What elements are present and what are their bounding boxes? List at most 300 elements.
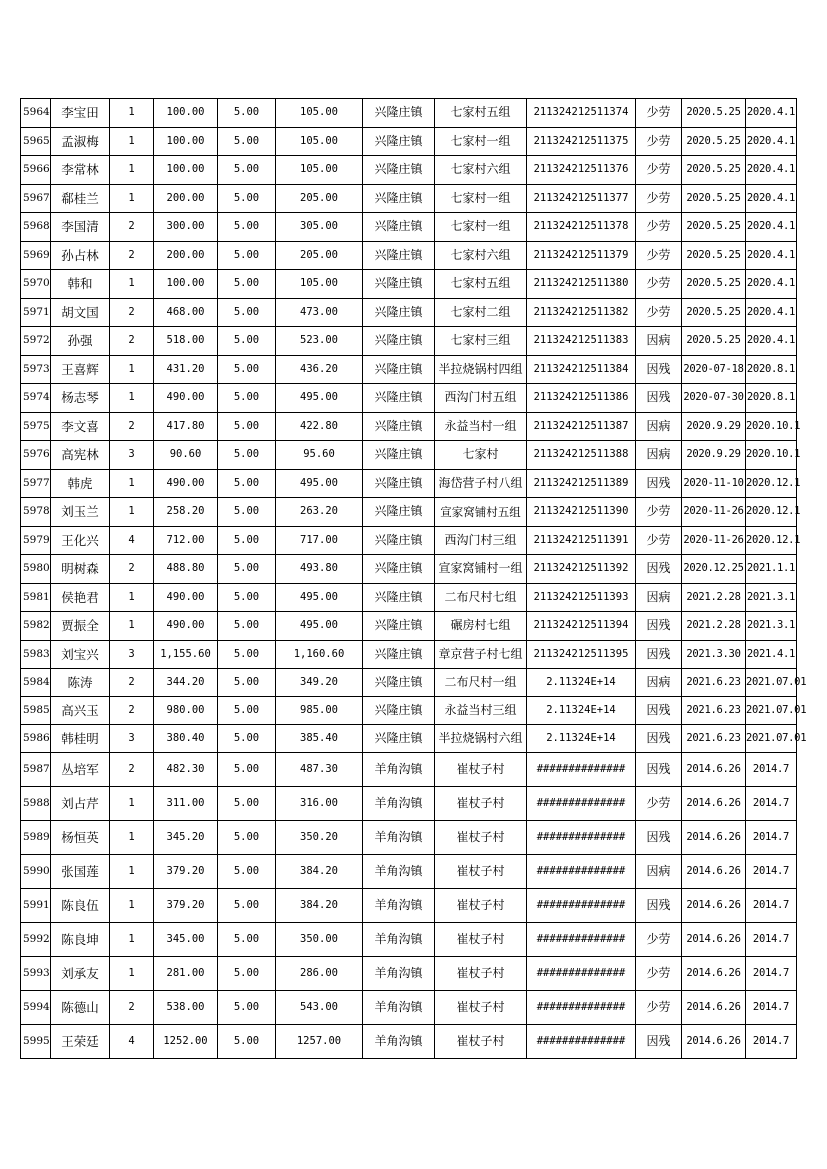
approval-date-cell: 2014.6.26 bbox=[682, 889, 746, 923]
village-name-cell: 七家村一组 bbox=[435, 213, 527, 242]
village-name-cell: 半拉烧锅村六组 bbox=[435, 725, 527, 753]
extra-amount-cell: 5.00 bbox=[218, 384, 276, 413]
household-count-cell: 4 bbox=[110, 1025, 154, 1059]
start-date-cell: 2020.10.1 bbox=[746, 441, 797, 470]
start-date-cell: 2014.7 bbox=[746, 1025, 797, 1059]
extra-amount-cell: 5.00 bbox=[218, 889, 276, 923]
village-name-cell: 七家村六组 bbox=[435, 241, 527, 270]
town-name-cell: 羊角沟镇 bbox=[363, 923, 435, 957]
person-name-cell: 陈涛 bbox=[51, 669, 110, 697]
table-row bbox=[21, 384, 797, 413]
village-name-cell: 崔杖子村 bbox=[435, 889, 527, 923]
total-amount-cell: 105.00 bbox=[276, 127, 363, 156]
household-count-cell: 1 bbox=[110, 384, 154, 413]
village-name-cell: 永益当村一组 bbox=[435, 412, 527, 441]
approval-date-cell: 2014.6.26 bbox=[682, 753, 746, 787]
start-date-cell: 2014.7 bbox=[746, 923, 797, 957]
row-id-cell: 5972 bbox=[21, 327, 51, 356]
start-date-cell: 2020.12.1 bbox=[746, 469, 797, 498]
poverty-type-cell: 少劳 bbox=[636, 127, 682, 156]
extra-amount-cell: 5.00 bbox=[218, 327, 276, 356]
base-amount-cell: 345.00 bbox=[154, 923, 218, 957]
row-id-cell: 5976 bbox=[21, 441, 51, 470]
extra-amount-cell: 5.00 bbox=[218, 753, 276, 787]
total-amount-cell: 286.00 bbox=[276, 957, 363, 991]
person-name-cell: 韩虎 bbox=[51, 469, 110, 498]
poverty-type-cell: 因残 bbox=[636, 355, 682, 384]
table-row bbox=[21, 583, 797, 612]
row-id-cell: 5984 bbox=[21, 669, 51, 697]
total-amount-cell: 1,160.60 bbox=[276, 640, 363, 669]
start-date-cell: 2021.07.01 bbox=[746, 725, 797, 753]
start-date-cell: 2021.07.01 bbox=[746, 669, 797, 697]
approval-date-cell: 2020.5.25 bbox=[682, 327, 746, 356]
person-name-cell: 陈德山 bbox=[51, 991, 110, 1025]
base-amount-cell: 431.20 bbox=[154, 355, 218, 384]
id-code-cell: 211324212511390 bbox=[527, 498, 636, 527]
town-name-cell: 羊角沟镇 bbox=[363, 855, 435, 889]
id-code-cell: ############## bbox=[527, 991, 636, 1025]
table-row bbox=[21, 498, 797, 527]
village-name-cell: 崔杖子村 bbox=[435, 821, 527, 855]
person-name-cell: 李文喜 bbox=[51, 412, 110, 441]
person-name-cell: 王化兴 bbox=[51, 526, 110, 555]
household-count-cell: 1 bbox=[110, 855, 154, 889]
id-code-cell: ############## bbox=[527, 855, 636, 889]
person-name-cell: 刘玉兰 bbox=[51, 498, 110, 527]
total-amount-cell: 350.20 bbox=[276, 821, 363, 855]
id-code-cell: ############## bbox=[527, 889, 636, 923]
row-id-cell: 5968 bbox=[21, 213, 51, 242]
row-id-cell: 5969 bbox=[21, 241, 51, 270]
row-id-cell: 5994 bbox=[21, 991, 51, 1025]
town-name-cell: 兴隆庄镇 bbox=[363, 213, 435, 242]
start-date-cell: 2020.8.1 bbox=[746, 384, 797, 413]
poverty-type-cell: 因残 bbox=[636, 612, 682, 641]
start-date-cell: 2020.12.1 bbox=[746, 526, 797, 555]
table-row bbox=[21, 787, 797, 821]
poverty-type-cell: 因残 bbox=[636, 725, 682, 753]
total-amount-cell: 985.00 bbox=[276, 697, 363, 725]
town-name-cell: 兴隆庄镇 bbox=[363, 156, 435, 185]
total-amount-cell: 523.00 bbox=[276, 327, 363, 356]
poverty-type-cell: 少劳 bbox=[636, 156, 682, 185]
base-amount-cell: 281.00 bbox=[154, 957, 218, 991]
extra-amount-cell: 5.00 bbox=[218, 923, 276, 957]
approval-date-cell: 2020.9.29 bbox=[682, 412, 746, 441]
total-amount-cell: 495.00 bbox=[276, 469, 363, 498]
base-amount-cell: 311.00 bbox=[154, 787, 218, 821]
total-amount-cell: 350.00 bbox=[276, 923, 363, 957]
table-row bbox=[21, 669, 797, 697]
row-id-cell: 5979 bbox=[21, 526, 51, 555]
poverty-type-cell: 少劳 bbox=[636, 213, 682, 242]
start-date-cell: 2020.4.1 bbox=[746, 99, 797, 128]
town-name-cell: 兴隆庄镇 bbox=[363, 441, 435, 470]
poverty-type-cell: 因病 bbox=[636, 855, 682, 889]
base-amount-cell: 518.00 bbox=[154, 327, 218, 356]
id-code-cell: 211324212511376 bbox=[527, 156, 636, 185]
row-id-cell: 5989 bbox=[21, 821, 51, 855]
approval-date-cell: 2021.2.28 bbox=[682, 583, 746, 612]
start-date-cell: 2020.8.1 bbox=[746, 355, 797, 384]
base-amount-cell: 490.00 bbox=[154, 469, 218, 498]
id-code-cell: 211324212511389 bbox=[527, 469, 636, 498]
town-name-cell: 兴隆庄镇 bbox=[363, 725, 435, 753]
village-name-cell: 崔杖子村 bbox=[435, 855, 527, 889]
poverty-type-cell: 因病 bbox=[636, 412, 682, 441]
base-amount-cell: 468.00 bbox=[154, 298, 218, 327]
village-name-cell: 宣家窝铺村一组 bbox=[435, 555, 527, 584]
household-count-cell: 2 bbox=[110, 669, 154, 697]
poverty-type-cell: 因病 bbox=[636, 583, 682, 612]
row-id-cell: 5966 bbox=[21, 156, 51, 185]
person-name-cell: 孟淑梅 bbox=[51, 127, 110, 156]
person-name-cell: 杨志琴 bbox=[51, 384, 110, 413]
total-amount-cell: 1257.00 bbox=[276, 1025, 363, 1059]
base-amount-cell: 1,155.60 bbox=[154, 640, 218, 669]
person-name-cell: 胡文国 bbox=[51, 298, 110, 327]
village-name-cell: 崔杖子村 bbox=[435, 1025, 527, 1059]
household-count-cell: 1 bbox=[110, 184, 154, 213]
poverty-type-cell: 少劳 bbox=[636, 184, 682, 213]
table-row bbox=[21, 412, 797, 441]
row-id-cell: 5992 bbox=[21, 923, 51, 957]
table-row bbox=[21, 555, 797, 584]
row-id-cell: 5982 bbox=[21, 612, 51, 641]
id-code-cell: 211324212511374 bbox=[527, 99, 636, 128]
start-date-cell: 2020.4.1 bbox=[746, 241, 797, 270]
base-amount-cell: 712.00 bbox=[154, 526, 218, 555]
total-amount-cell: 105.00 bbox=[276, 156, 363, 185]
table-row bbox=[21, 184, 797, 213]
approval-date-cell: 2014.6.26 bbox=[682, 923, 746, 957]
town-name-cell: 羊角沟镇 bbox=[363, 1025, 435, 1059]
village-name-cell: 海岱营子村八组 bbox=[435, 469, 527, 498]
poverty-type-cell: 少劳 bbox=[636, 923, 682, 957]
person-name-cell: 韩桂明 bbox=[51, 725, 110, 753]
town-name-cell: 兴隆庄镇 bbox=[363, 298, 435, 327]
person-name-cell: 韩和 bbox=[51, 270, 110, 299]
id-code-cell: 211324212511386 bbox=[527, 384, 636, 413]
extra-amount-cell: 5.00 bbox=[218, 583, 276, 612]
table-row bbox=[21, 725, 797, 753]
table-row bbox=[21, 270, 797, 299]
start-date-cell: 2014.7 bbox=[746, 889, 797, 923]
start-date-cell: 2021.07.01 bbox=[746, 697, 797, 725]
approval-date-cell: 2020-07-18 bbox=[682, 355, 746, 384]
row-id-cell: 5986 bbox=[21, 725, 51, 753]
poverty-type-cell: 因病 bbox=[636, 669, 682, 697]
approval-date-cell: 2014.6.26 bbox=[682, 991, 746, 1025]
table-row bbox=[21, 298, 797, 327]
household-count-cell: 2 bbox=[110, 555, 154, 584]
town-name-cell: 羊角沟镇 bbox=[363, 889, 435, 923]
approval-date-cell: 2020.9.29 bbox=[682, 441, 746, 470]
person-name-cell: 郗桂兰 bbox=[51, 184, 110, 213]
row-id-cell: 5964 bbox=[21, 99, 51, 128]
base-amount-cell: 200.00 bbox=[154, 184, 218, 213]
extra-amount-cell: 5.00 bbox=[218, 697, 276, 725]
table-row bbox=[21, 991, 797, 1025]
id-code-cell: 211324212511392 bbox=[527, 555, 636, 584]
row-id-cell: 5988 bbox=[21, 787, 51, 821]
id-code-cell: 211324212511394 bbox=[527, 612, 636, 641]
extra-amount-cell: 5.00 bbox=[218, 957, 276, 991]
id-code-cell: ############## bbox=[527, 1025, 636, 1059]
id-code-cell: 211324212511379 bbox=[527, 241, 636, 270]
village-name-cell: 七家村三组 bbox=[435, 327, 527, 356]
village-name-cell: 七家村 bbox=[435, 441, 527, 470]
poverty-type-cell: 少劳 bbox=[636, 99, 682, 128]
row-id-cell: 5987 bbox=[21, 753, 51, 787]
extra-amount-cell: 5.00 bbox=[218, 412, 276, 441]
id-code-cell: 211324212511375 bbox=[527, 127, 636, 156]
start-date-cell: 2014.7 bbox=[746, 991, 797, 1025]
base-amount-cell: 490.00 bbox=[154, 384, 218, 413]
household-count-cell: 2 bbox=[110, 327, 154, 356]
town-name-cell: 兴隆庄镇 bbox=[363, 270, 435, 299]
approval-date-cell: 2020.5.25 bbox=[682, 298, 746, 327]
total-amount-cell: 493.80 bbox=[276, 555, 363, 584]
total-amount-cell: 495.00 bbox=[276, 612, 363, 641]
extra-amount-cell: 5.00 bbox=[218, 213, 276, 242]
table-body bbox=[21, 99, 807, 1059]
row-id-cell: 5993 bbox=[21, 957, 51, 991]
person-name-cell: 陈良伍 bbox=[51, 889, 110, 923]
start-date-cell: 2014.7 bbox=[746, 787, 797, 821]
id-code-cell: 211324212511384 bbox=[527, 355, 636, 384]
table-row bbox=[21, 99, 797, 128]
poverty-type-cell: 因病 bbox=[636, 441, 682, 470]
household-count-cell: 2 bbox=[110, 298, 154, 327]
town-name-cell: 兴隆庄镇 bbox=[363, 384, 435, 413]
town-name-cell: 兴隆庄镇 bbox=[363, 241, 435, 270]
poverty-type-cell: 少劳 bbox=[636, 526, 682, 555]
row-id-cell: 5991 bbox=[21, 889, 51, 923]
total-amount-cell: 105.00 bbox=[276, 270, 363, 299]
base-amount-cell: 200.00 bbox=[154, 241, 218, 270]
town-name-cell: 兴隆庄镇 bbox=[363, 697, 435, 725]
poverty-type-cell: 因残 bbox=[636, 697, 682, 725]
row-id-cell: 5967 bbox=[21, 184, 51, 213]
base-amount-cell: 345.20 bbox=[154, 821, 218, 855]
village-name-cell: 崔杖子村 bbox=[435, 991, 527, 1025]
id-code-cell: 211324212511377 bbox=[527, 184, 636, 213]
start-date-cell: 2014.7 bbox=[746, 855, 797, 889]
base-amount-cell: 379.20 bbox=[154, 855, 218, 889]
household-count-cell: 2 bbox=[110, 241, 154, 270]
town-name-cell: 兴隆庄镇 bbox=[363, 469, 435, 498]
village-name-cell: 七家村五组 bbox=[435, 99, 527, 128]
poverty-type-cell: 少劳 bbox=[636, 298, 682, 327]
town-name-cell: 兴隆庄镇 bbox=[363, 583, 435, 612]
base-amount-cell: 90.60 bbox=[154, 441, 218, 470]
start-date-cell: 2020.10.1 bbox=[746, 412, 797, 441]
approval-date-cell: 2014.6.26 bbox=[682, 821, 746, 855]
approval-date-cell: 2020-11-10 bbox=[682, 469, 746, 498]
approval-date-cell: 2021.6.23 bbox=[682, 697, 746, 725]
approval-date-cell: 2020-11-26 bbox=[682, 526, 746, 555]
extra-amount-cell: 5.00 bbox=[218, 821, 276, 855]
start-date-cell: 2021.1.1 bbox=[746, 555, 797, 584]
base-amount-cell: 482.30 bbox=[154, 753, 218, 787]
table-row bbox=[21, 957, 797, 991]
household-count-cell: 1 bbox=[110, 957, 154, 991]
table-row bbox=[21, 923, 797, 957]
approval-date-cell: 2014.6.26 bbox=[682, 957, 746, 991]
beneficiary-table bbox=[20, 98, 807, 1059]
poverty-type-cell: 少劳 bbox=[636, 787, 682, 821]
town-name-cell: 羊角沟镇 bbox=[363, 753, 435, 787]
start-date-cell: 2020.12.1 bbox=[746, 498, 797, 527]
village-name-cell: 七家村六组 bbox=[435, 156, 527, 185]
household-count-cell: 2 bbox=[110, 213, 154, 242]
village-name-cell: 碾房村七组 bbox=[435, 612, 527, 641]
total-amount-cell: 385.40 bbox=[276, 725, 363, 753]
village-name-cell: 七家村一组 bbox=[435, 127, 527, 156]
village-name-cell: 西沟门村五组 bbox=[435, 384, 527, 413]
village-name-cell: 崔杖子村 bbox=[435, 787, 527, 821]
village-name-cell: 二布尺村一组 bbox=[435, 669, 527, 697]
table-row bbox=[21, 127, 797, 156]
village-name-cell: 半拉烧锅村四组 bbox=[435, 355, 527, 384]
start-date-cell: 2014.7 bbox=[746, 957, 797, 991]
person-name-cell: 刘占芹 bbox=[51, 787, 110, 821]
person-name-cell: 丛培军 bbox=[51, 753, 110, 787]
town-name-cell: 兴隆庄镇 bbox=[363, 669, 435, 697]
poverty-type-cell: 因残 bbox=[636, 469, 682, 498]
household-count-cell: 2 bbox=[110, 412, 154, 441]
id-code-cell: 211324212511388 bbox=[527, 441, 636, 470]
village-name-cell: 宣家窝铺村五组 bbox=[435, 498, 527, 527]
approval-date-cell: 2020-07-30 bbox=[682, 384, 746, 413]
extra-amount-cell: 5.00 bbox=[218, 555, 276, 584]
poverty-type-cell: 因残 bbox=[636, 821, 682, 855]
base-amount-cell: 379.20 bbox=[154, 889, 218, 923]
extra-amount-cell: 5.00 bbox=[218, 156, 276, 185]
person-name-cell: 李国清 bbox=[51, 213, 110, 242]
extra-amount-cell: 5.00 bbox=[218, 99, 276, 128]
row-id-cell: 5974 bbox=[21, 384, 51, 413]
start-date-cell: 2020.4.1 bbox=[746, 213, 797, 242]
poverty-type-cell: 少劳 bbox=[636, 270, 682, 299]
id-code-cell: 2.11324E+14 bbox=[527, 725, 636, 753]
id-code-cell: 211324212511383 bbox=[527, 327, 636, 356]
id-code-cell: 211324212511395 bbox=[527, 640, 636, 669]
total-amount-cell: 205.00 bbox=[276, 184, 363, 213]
extra-amount-cell: 5.00 bbox=[218, 298, 276, 327]
village-name-cell: 西沟门村三组 bbox=[435, 526, 527, 555]
approval-date-cell: 2020.5.25 bbox=[682, 127, 746, 156]
household-count-cell: 3 bbox=[110, 640, 154, 669]
extra-amount-cell: 5.00 bbox=[218, 469, 276, 498]
extra-amount-cell: 5.00 bbox=[218, 669, 276, 697]
person-name-cell: 孙占林 bbox=[51, 241, 110, 270]
extra-amount-cell: 5.00 bbox=[218, 355, 276, 384]
household-count-cell: 1 bbox=[110, 821, 154, 855]
approval-date-cell: 2014.6.26 bbox=[682, 1025, 746, 1059]
approval-date-cell: 2014.6.26 bbox=[682, 855, 746, 889]
total-amount-cell: 473.00 bbox=[276, 298, 363, 327]
household-count-cell: 1 bbox=[110, 355, 154, 384]
total-amount-cell: 384.20 bbox=[276, 855, 363, 889]
id-code-cell: ############## bbox=[527, 957, 636, 991]
approval-date-cell: 2020.12.25 bbox=[682, 555, 746, 584]
approval-date-cell: 2021.6.23 bbox=[682, 669, 746, 697]
row-id-cell: 5980 bbox=[21, 555, 51, 584]
start-date-cell: 2014.7 bbox=[746, 753, 797, 787]
person-name-cell: 刘承友 bbox=[51, 957, 110, 991]
base-amount-cell: 980.00 bbox=[154, 697, 218, 725]
household-count-cell: 4 bbox=[110, 526, 154, 555]
id-code-cell: 211324212511382 bbox=[527, 298, 636, 327]
town-name-cell: 羊角沟镇 bbox=[363, 821, 435, 855]
extra-amount-cell: 5.00 bbox=[218, 640, 276, 669]
town-name-cell: 兴隆庄镇 bbox=[363, 412, 435, 441]
base-amount-cell: 380.40 bbox=[154, 725, 218, 753]
approval-date-cell: 2020.5.25 bbox=[682, 213, 746, 242]
row-id-cell: 5983 bbox=[21, 640, 51, 669]
household-count-cell: 1 bbox=[110, 156, 154, 185]
extra-amount-cell: 5.00 bbox=[218, 498, 276, 527]
extra-amount-cell: 5.00 bbox=[218, 1025, 276, 1059]
id-code-cell: 211324212511380 bbox=[527, 270, 636, 299]
start-date-cell: 2021.3.1 bbox=[746, 583, 797, 612]
total-amount-cell: 436.20 bbox=[276, 355, 363, 384]
extra-amount-cell: 5.00 bbox=[218, 441, 276, 470]
town-name-cell: 羊角沟镇 bbox=[363, 957, 435, 991]
town-name-cell: 兴隆庄镇 bbox=[363, 526, 435, 555]
total-amount-cell: 543.00 bbox=[276, 991, 363, 1025]
extra-amount-cell: 5.00 bbox=[218, 855, 276, 889]
table-row bbox=[21, 753, 797, 787]
household-count-cell: 1 bbox=[110, 270, 154, 299]
extra-amount-cell: 5.00 bbox=[218, 991, 276, 1025]
person-name-cell: 王喜辉 bbox=[51, 355, 110, 384]
approval-date-cell: 2021.6.23 bbox=[682, 725, 746, 753]
table-row bbox=[21, 821, 797, 855]
extra-amount-cell: 5.00 bbox=[218, 725, 276, 753]
base-amount-cell: 344.20 bbox=[154, 669, 218, 697]
table-row bbox=[21, 213, 797, 242]
id-code-cell: 2.11324E+14 bbox=[527, 669, 636, 697]
table-row bbox=[21, 1025, 797, 1059]
start-date-cell: 2020.4.1 bbox=[746, 327, 797, 356]
village-name-cell: 崔杖子村 bbox=[435, 923, 527, 957]
person-name-cell: 杨恒英 bbox=[51, 821, 110, 855]
person-name-cell: 李宝田 bbox=[51, 99, 110, 128]
table-row bbox=[21, 441, 797, 470]
approval-date-cell: 2020.5.25 bbox=[682, 270, 746, 299]
row-id-cell: 5973 bbox=[21, 355, 51, 384]
id-code-cell: ############## bbox=[527, 753, 636, 787]
id-code-cell: 2.11324E+14 bbox=[527, 697, 636, 725]
household-count-cell: 2 bbox=[110, 991, 154, 1025]
town-name-cell: 兴隆庄镇 bbox=[363, 498, 435, 527]
base-amount-cell: 490.00 bbox=[154, 612, 218, 641]
row-id-cell: 5970 bbox=[21, 270, 51, 299]
id-code-cell: ############## bbox=[527, 821, 636, 855]
approval-date-cell: 2020.5.25 bbox=[682, 156, 746, 185]
base-amount-cell: 538.00 bbox=[154, 991, 218, 1025]
row-id-cell: 5978 bbox=[21, 498, 51, 527]
base-amount-cell: 488.80 bbox=[154, 555, 218, 584]
start-date-cell: 2014.7 bbox=[746, 821, 797, 855]
approval-date-cell: 2020.5.25 bbox=[682, 99, 746, 128]
poverty-type-cell: 少劳 bbox=[636, 241, 682, 270]
household-count-cell: 1 bbox=[110, 127, 154, 156]
